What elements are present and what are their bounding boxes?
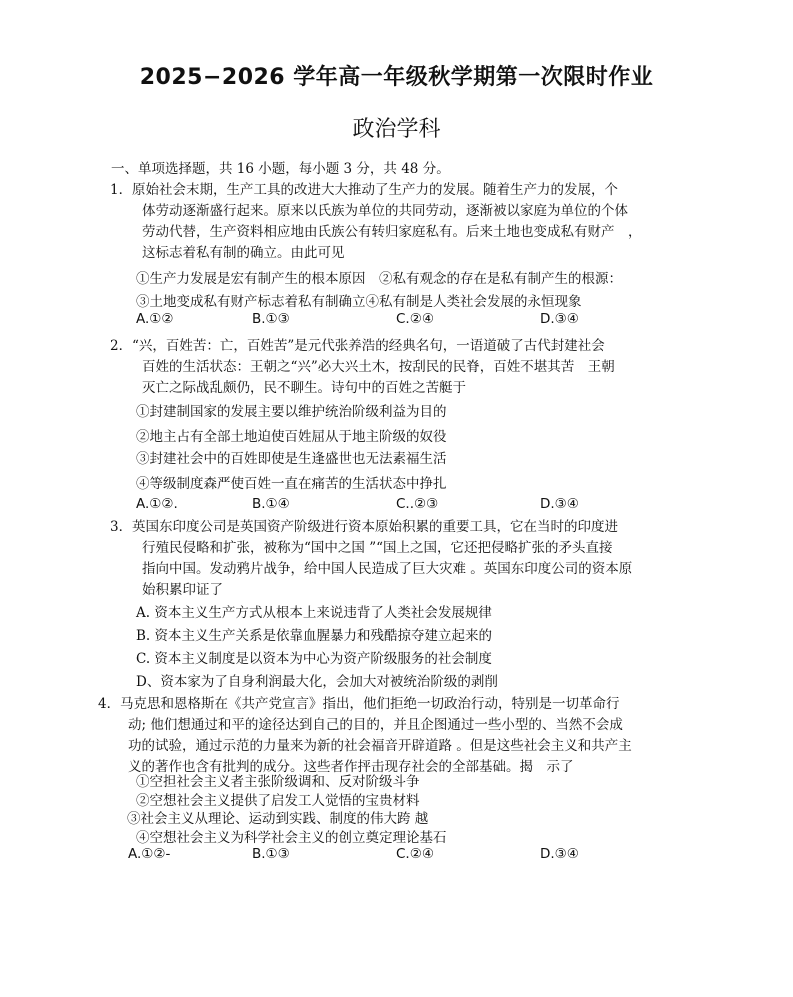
section-heading: 一、单项选择题，共 16 小题，每小题 3 分，共 48 分。 xyxy=(111,161,450,177)
stem-line: 劳动代替，生产资料相应地由氏族公有转归家庭私有。后来土地也变成私有财产 ， xyxy=(142,224,642,240)
statement-line: ①封建制国家的发展主要以维护统治阶级利益为目的 xyxy=(136,404,447,420)
subject-title: 政治学科 xyxy=(352,117,441,142)
choice-b: B.①④ xyxy=(252,496,290,512)
choice-c: C.②④ xyxy=(396,311,434,327)
statement-line: ④等级制度森严使百姓一直在痛苦的生活状态中挣扎 xyxy=(136,476,447,492)
choice-d: D.③④ xyxy=(540,846,579,862)
question-2 xyxy=(110,336,690,402)
choice-a: A.①②. xyxy=(136,496,178,512)
choice-b: B.①③ xyxy=(252,846,290,862)
choice-d: D.③④ xyxy=(540,311,579,327)
option-b: B. 资本主义生产关系是依靠血腥暴力和残酷掠夺建立起来的 xyxy=(136,628,493,644)
stem-line: 这标志着私有制的确立。由此可见 xyxy=(142,245,345,261)
question-4 xyxy=(98,694,698,782)
question-number: 1． xyxy=(110,182,133,198)
statement-line: ④空想社会主义为科学社会主义的创立奠定理论基石 xyxy=(136,830,447,846)
stem-line: 英国东印度公司是英国资产阶级进行资本原始积累的重要工具，它在当时的印度进 xyxy=(132,519,618,535)
stem-line: 灭亡之际战乱颇仍，民不聊生。诗句中的百姓之苦艇于 xyxy=(142,380,466,396)
stem-line: 百姓的生活状态：王朝之“兴”必大兴土木，按刮民的民脊，百姓不堪其苦 王朝 xyxy=(142,359,615,375)
statement-line: ②空想社会主义提供了启发工人觉悟的宝贵材料 xyxy=(136,793,420,809)
stem-line: 原始社会末期，生产工具的改进大大推动了生产力的发展。随着生产力的发展，个 xyxy=(132,182,618,198)
question-number: 4． xyxy=(98,696,121,712)
option-a: A. 资本主义生产方式从根本上来说违背了人类社会发展规律 xyxy=(136,605,492,621)
statement-line: ①空担社会主义者主张阶级调和、反对阶级斗争 xyxy=(136,774,420,790)
choice-d: D.③④ xyxy=(540,496,579,512)
question-1 xyxy=(110,180,690,270)
question-stem xyxy=(120,694,632,778)
statement-line: ①生产力发展是宏有制产生的根本原因 ②私有观念的存在是私有制产生的根源： xyxy=(136,271,622,287)
stem-line: 体劳动逐渐盛行起来。原来以氏族为单位的共同劳动，逐渐被以家庭为单位的个体 xyxy=(142,203,628,219)
choice-b: B.①③ xyxy=(252,311,290,327)
question-stem xyxy=(132,336,615,399)
stem-line: 马克思和恩格斯在《共产党宣言》指出，他们拒绝一切政治行动，特别是一切革命行 xyxy=(120,696,620,712)
choice-a: A.①② xyxy=(136,311,174,327)
stem-line: 功的试验，通过示范的力量来为新的社会福音开辟道路 。但是这些社会主义和共产主 xyxy=(128,738,632,754)
statement-line: ③社会主义从理论、运动到实践、制度的伟大跨 越 xyxy=(127,811,429,827)
statement-line: ③土地变成私有财产标志着私有制确立④私有制是人类社会发展的永恒现象 xyxy=(136,294,582,310)
choice-c: C..②③ xyxy=(396,496,439,512)
question-stem xyxy=(132,517,632,601)
stem-line: 义的著作也含有批判的成分。这些者作抨击现存社会的全部基础。揭 示了 xyxy=(128,759,574,775)
question-3 xyxy=(110,517,690,605)
stem-line: 行殖民侵略和扩张，被称为“国中之国 ”“国上之国，它还把侵略扩张的矛头直接 xyxy=(142,540,613,556)
statement-line: ②地主占有全部土地迫使百姓屈从于地主阶级的奴役 xyxy=(136,429,447,445)
option-d: D、资本家为了自身利润最大化，会加大对被统治阶级的剥削 xyxy=(136,674,498,690)
question-stem xyxy=(132,180,642,264)
stem-line: 始积累印证了 xyxy=(142,582,223,598)
stem-line: 动; 他们想通过和平的途径达到自己的目的，并且企图通过一些小型的、当然不会成 xyxy=(128,717,623,733)
option-c: C. 资本主义制度是以资本为中心为资产阶级服务的社会制度 xyxy=(136,651,492,667)
question-number: 3． xyxy=(110,519,133,535)
choice-c: C.②④ xyxy=(396,846,434,862)
statement-line: ③封建社会中的百姓即使是生逢盛世也无法素福生活 xyxy=(136,451,447,467)
stem-line: 指向中国。发动鸦片战争，给中国人民造成了巨大灾难 。英国东印度公司的资本原 xyxy=(142,561,633,577)
exam-title: 2025−2026 学年高一年级秋学期第一次限时作业 xyxy=(139,65,654,90)
choice-a: A.①②- xyxy=(128,846,171,862)
stem-line: “兴，百姓苦：亡，百姓苦”是元代张养浩的经典名句，一语道破了古代封建社会 xyxy=(132,338,605,354)
question-number: 2． xyxy=(110,338,133,354)
